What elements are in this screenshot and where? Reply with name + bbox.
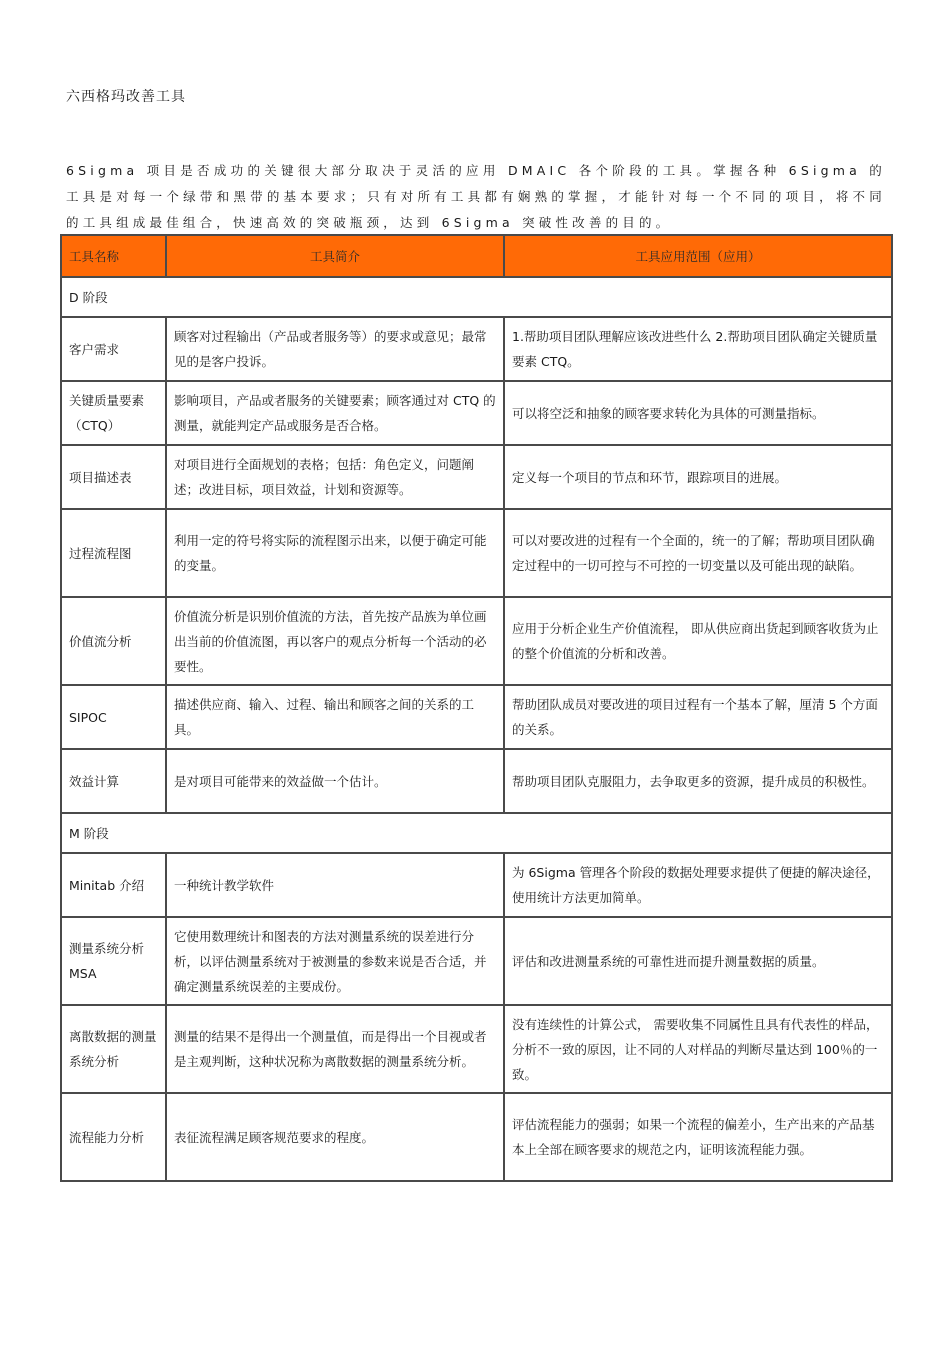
tool-name-cell: Minitab 介绍 bbox=[61, 853, 166, 917]
document-title: 六西格玛改善工具 bbox=[66, 89, 186, 105]
phase-label-m: M 阶段 bbox=[61, 813, 892, 853]
tool-scope-cell: 评估和改进测量系统的可靠性进而提升测量数据的质量。 bbox=[504, 917, 892, 1005]
table-row bbox=[61, 685, 892, 749]
tool-intro-cell: 利用一定的符号将实际的流程图示出来，以便于确定可能的变量。 bbox=[166, 509, 504, 597]
tool-scope-cell: 可以将空泛和抽象的顾客要求转化为具体的可测量指标。 bbox=[504, 381, 892, 445]
tool-intro-cell: 对项目进行全面规划的表格；包括：角色定义，问题阐述；改进目标，项目效益，计划和资源等。 bbox=[166, 445, 504, 509]
tool-scope-cell: 为 6Sigma 管理各个阶段的数据处理要求提供了便捷的解决途径，使用统计方法更加简单。 bbox=[504, 853, 892, 917]
tool-intro-cell: 价值流分析是识别价值流的方法，首先按产品族为单位画出当前的价值流图，再以客户的观点分析每一个活动的必要性。 bbox=[166, 597, 504, 685]
tool-name-cell: 项目描述表 bbox=[61, 445, 166, 509]
intro-paragraph: 6Sigma 项目是否成功的关键很大部分取决于灵活的应用 DMAIC 各个阶段的工具。掌握各种 6Sigma 的工具是对每一个绿带和黑带的基本要求；只有对所有工具都有娴熟的掌握，才能针对每一个不同的项目，将不同的工具组成最佳组合，快速高效的突破瓶颈，达到 6Sigma 突破性改善的目的。 bbox=[66, 163, 886, 230]
table-row bbox=[61, 853, 892, 917]
header-tool-name: 工具名称 bbox=[61, 235, 166, 277]
tool-intro-cell: 是对项目可能带来的效益做一个估计。 bbox=[166, 749, 504, 813]
tool-scope-cell: 没有连续性的计算公式， 需要收集不同属性且具有代表性的样品，分析不一致的原因，让不同的人对样品的判断尽量达到 100％的一致。 bbox=[504, 1005, 892, 1093]
tool-intro-cell: 它使用数理统计和图表的方法对测量系统的误差进行分析，以评估测量系统对于被测量的参数来说是否合适，并确定测量系统误差的主要成份。 bbox=[166, 917, 504, 1005]
tool-intro-cell: 测量的结果不是得出一个测量值，而是得出一个目视或者是主观判断，这种状况称为离散数据的测量系统分析。 bbox=[166, 1005, 504, 1093]
phase-row-d bbox=[61, 277, 892, 317]
table-row bbox=[61, 749, 892, 813]
tool-name-cell: SIPOC bbox=[61, 685, 166, 749]
tool-scope-cell: 可以对要改进的过程有一个全面的，统一的了解；帮助项目团队确定过程中的一切可控与不可控的一切变量以及可能出现的缺陷。 bbox=[504, 509, 892, 597]
table-row bbox=[61, 1005, 892, 1093]
tool-intro-cell: 一种统计教学软件 bbox=[166, 853, 504, 917]
tool-name-cell: 测量系统分析 MSA bbox=[61, 917, 166, 1005]
table-header-row bbox=[61, 235, 892, 277]
tool-name-cell: 过程流程图 bbox=[61, 509, 166, 597]
table-row bbox=[61, 597, 892, 685]
tool-scope-cell: 帮助团队成员对要改进的项目过程有一个基本了解，厘清 5 个方面的关系。 bbox=[504, 685, 892, 749]
tool-intro-cell: 描述供应商、输入、过程、输出和顾客之间的关系的工具。 bbox=[166, 685, 504, 749]
table-row bbox=[61, 917, 892, 1005]
tool-scope-cell: 评估流程能力的强弱；如果一个流程的偏差小，生产出来的产品基本上全部在顾客要求的规范之内，证明该流程能力强。 bbox=[504, 1093, 892, 1181]
tool-intro-cell: 表征流程满足顾客规范要求的程度。 bbox=[166, 1093, 504, 1181]
tool-name-cell: 客户需求 bbox=[61, 317, 166, 381]
tool-intro-cell: 顾客对过程输出（产品或者服务等）的要求或意见；最常见的是客户投诉。 bbox=[166, 317, 504, 381]
tool-scope-cell: 定义每一个项目的节点和环节，跟踪项目的进展。 bbox=[504, 445, 892, 509]
table-row bbox=[61, 1093, 892, 1181]
table-row bbox=[61, 445, 892, 509]
phase-row-m bbox=[61, 813, 892, 853]
tool-name-cell: 关键质量要素（CTQ） bbox=[61, 381, 166, 445]
tool-name-cell: 离散数据的测量系统分析 bbox=[61, 1005, 166, 1093]
tool-scope-cell: 应用于分析企业生产价值流程， 即从供应商出货起到顾客收货为止的整个价值流的分析和改善。 bbox=[504, 597, 892, 685]
table-row bbox=[61, 317, 892, 381]
tool-scope-cell: 帮助项目团队克服阻力，去争取更多的资源，提升成员的积极性。 bbox=[504, 749, 892, 813]
table-row bbox=[61, 381, 892, 445]
phase-label-d: D 阶段 bbox=[61, 277, 892, 317]
header-tool-intro: 工具简介 bbox=[166, 235, 504, 277]
tool-intro-cell: 影响项目，产品或者服务的关键要素；顾客通过对 CTQ 的测量，就能判定产品或服务是否合格。 bbox=[166, 381, 504, 445]
tool-name-cell: 效益计算 bbox=[61, 749, 166, 813]
tools-table bbox=[60, 234, 893, 1182]
tool-name-cell: 价值流分析 bbox=[61, 597, 166, 685]
table-row bbox=[61, 509, 892, 597]
tool-scope-cell: 1.帮助项目团队理解应该改进些什么 2.帮助项目团队确定关键质量要素 CTQ。 bbox=[504, 317, 892, 381]
header-tool-scope: 工具应用范围（应用） bbox=[504, 235, 892, 277]
tool-name-cell: 流程能力分析 bbox=[61, 1093, 166, 1181]
